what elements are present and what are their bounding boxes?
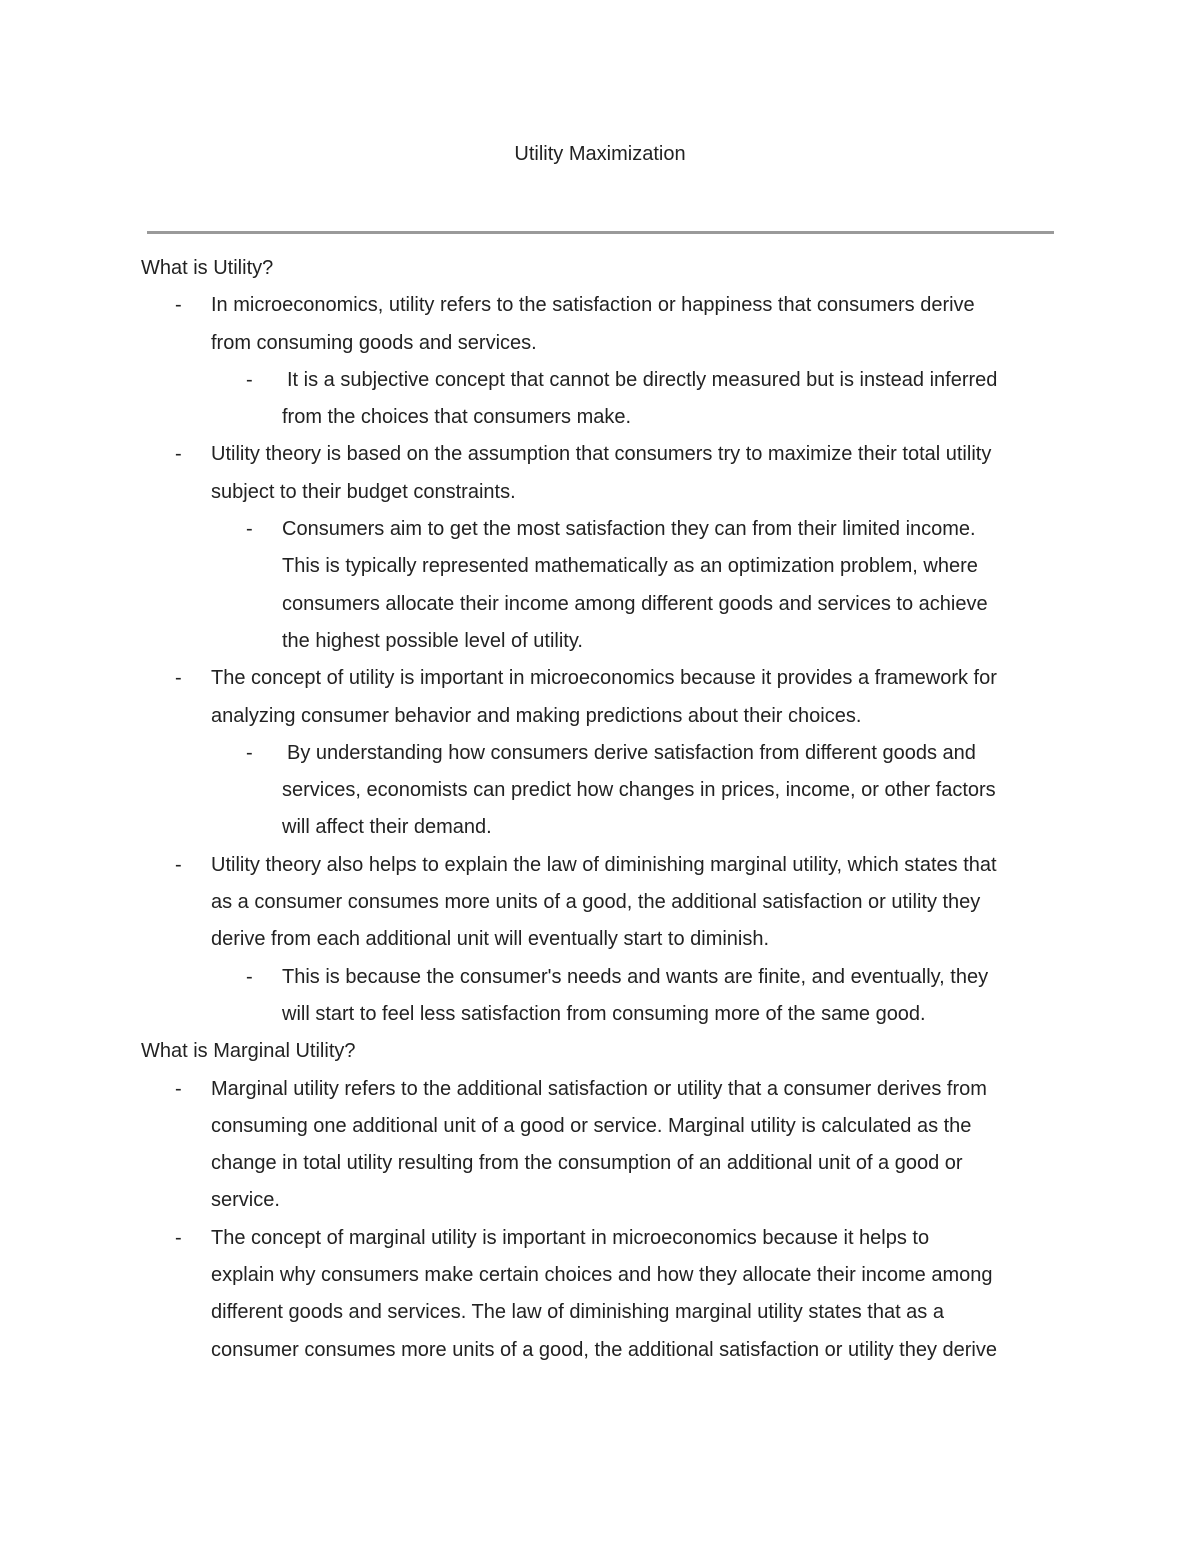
bullet-dash: - <box>175 294 182 317</box>
list-item-nested <box>141 511 1062 660</box>
document-body <box>141 250 1081 1369</box>
list-item <box>141 660 1061 735</box>
list-item-line: By understanding how consumers derive satisfaction from different goods and <box>287 741 976 764</box>
bullet-dash: - <box>246 965 253 988</box>
list-item-line: analyzing consumer behavior and making predictions about their choices. <box>211 704 862 727</box>
section-heading-marginal-utility: What is Marginal Utility? <box>141 1040 356 1063</box>
list-item-line: different goods and services. The law of diminishing marginal utility states that as a <box>211 1301 944 1324</box>
list-item <box>141 1220 1061 1369</box>
bullet-dash: - <box>175 1226 182 1249</box>
list-item-line: Marginal utility refers to the additional satisfaction or utility that a consumer derives from <box>211 1077 987 1100</box>
list-item-line: derive from each additional unit will eventually start to diminish. <box>211 928 770 951</box>
list-item-line: consuming one additional unit of a good or service. Marginal utility is calculated as the <box>211 1114 972 1137</box>
bullet-dash: - <box>175 1077 182 1100</box>
list-item <box>141 1071 1061 1220</box>
list-item-nested <box>141 735 1062 847</box>
bullet-dash: - <box>175 443 182 466</box>
bullet-dash: - <box>175 667 182 690</box>
section-heading-utility: What is Utility? <box>141 257 274 279</box>
list-item-line: consumers allocate their income among different goods and services to achieve <box>282 592 988 615</box>
bullet-dash: - <box>246 518 253 541</box>
list-item-line: This is typically represented mathematically as an optimization problem, where <box>282 555 978 578</box>
list-item-line: from the choices that consumers make. <box>282 406 632 429</box>
list-item-line: The concept of marginal utility is important in microeconomics because it helps to <box>211 1226 930 1249</box>
list-item-line: services, economists can predict how changes in prices, income, or other factors <box>282 779 996 802</box>
list-item-line: Utility theory also helps to explain the law of diminishing marginal utility, which states that <box>211 853 997 876</box>
list-item-line: service. <box>211 1189 280 1212</box>
list-item-line: will affect their demand. <box>282 816 492 839</box>
list-item <box>141 287 1061 362</box>
list-item-line: Consumers aim to get the most satisfaction they can from their limited income. <box>282 518 976 541</box>
list-item-line: consumer consumes more units of a good, the additional satisfaction or utility they derive <box>211 1338 997 1361</box>
list-item-line: This is because the consumer's needs and wants are finite, and eventually, they <box>282 965 989 988</box>
list-item-line: The concept of utility is important in microeconomics because it provides a framework for <box>211 667 997 690</box>
document-title: Utility Maximization <box>514 143 686 165</box>
list-item-nested <box>141 362 1062 437</box>
horizontal-rule <box>147 231 1054 234</box>
list-item-line: explain why consumers make certain choices and how they allocate their income among <box>211 1264 993 1287</box>
list-item-nested <box>141 959 1062 1034</box>
list-item-line: as a consumer consumes more units of a good, the additional satisfaction or utility they <box>211 891 981 914</box>
list-item-line: subject to their budget constraints. <box>211 480 516 503</box>
bullet-dash: - <box>246 368 253 391</box>
bullet-dash: - <box>175 853 182 876</box>
list-item-line: the highest possible level of utility. <box>282 629 583 652</box>
list-item-line: change in total utility resulting from the consumption of an additional unit of a good or <box>211 1152 963 1175</box>
list-item-line: In microeconomics, utility refers to the satisfaction or happiness that consumers derive <box>211 294 975 317</box>
bullet-dash: - <box>246 741 253 764</box>
list-item <box>141 847 1061 959</box>
list-item-line: will start to feel less satisfaction from consuming more of the same good. <box>282 1002 926 1025</box>
list-item <box>141 436 1061 511</box>
list-item-line: It is a subjective concept that cannot be directly measured but is instead inferred <box>287 368 998 391</box>
list-item-line: Utility theory is based on the assumption that consumers try to maximize their total utility <box>211 443 992 466</box>
list-item-line: from consuming goods and services. <box>211 331 537 354</box>
